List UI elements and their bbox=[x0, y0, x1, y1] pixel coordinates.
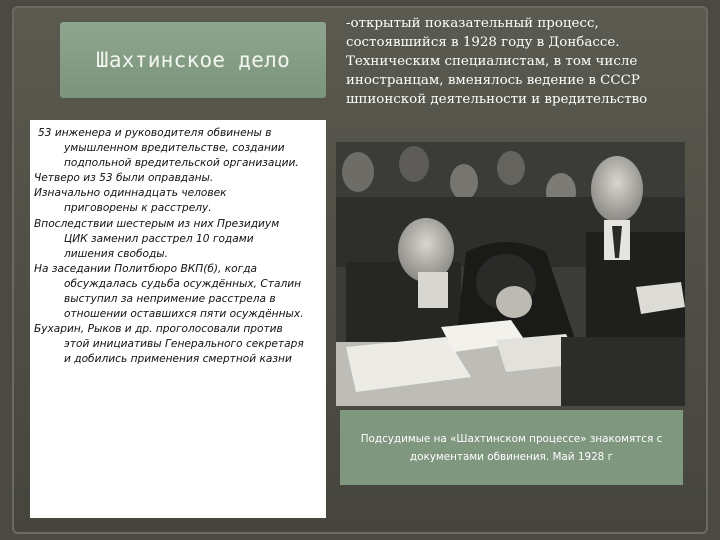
intro-text bbox=[346, 14, 708, 109]
body-line: этой инициативы Генерального секретаря bbox=[64, 338, 304, 351]
body-line: обсуждалась судьба осуждённых, Сталин bbox=[64, 277, 302, 290]
slide-title: Шахтинское дело bbox=[95, 48, 291, 72]
caption-line: документами обвинения. Май 1928 г bbox=[409, 450, 614, 463]
intro-line: иностранцам, вменялось ведение в СССР bbox=[346, 73, 640, 88]
body-line: выступил за непримение расстрела в bbox=[64, 293, 276, 306]
body-line: На заседании Политбюро ВКП(б), когда bbox=[34, 262, 258, 275]
body-line: ЦИК заменил расстрел 10 годами bbox=[64, 232, 254, 245]
body-line: и добились применения смертной казни bbox=[64, 353, 292, 366]
title-box bbox=[60, 22, 326, 98]
body-line: отношении оставшихся пяти осуждённых. bbox=[64, 308, 304, 321]
photo-caption bbox=[340, 410, 683, 485]
body-text-panel bbox=[30, 120, 326, 518]
trial-photo bbox=[336, 142, 685, 406]
body-line: приговорены к расстрелу. bbox=[64, 202, 212, 215]
caption-line: Подсудимые на «Шахтинском процессе» знакомятся с bbox=[360, 432, 663, 445]
body-line: умышленном вредительстве, создании bbox=[64, 142, 285, 155]
intro-line: Техническим специалистам, в том числе bbox=[346, 54, 638, 69]
intro-line: -открытый показательный процесс, bbox=[346, 16, 599, 31]
trial-photo-image bbox=[336, 142, 685, 406]
body-line: Впоследствии шестерым из них Президиум bbox=[34, 217, 280, 230]
body-line: 53 инженера и руководителя обвинены в bbox=[38, 127, 272, 139]
body-line: Четверо из 53 были оправданы. bbox=[34, 172, 214, 185]
body-line: Изначально одиннадцать человек bbox=[34, 187, 227, 200]
body-line: лишения свободы. bbox=[64, 247, 169, 260]
intro-line: состоявшийся в 1928 году в Донбассе. bbox=[346, 35, 620, 50]
body-line: подпольной вредительской организации. bbox=[64, 157, 299, 170]
intro-line: шпионской деятельности и вредительство bbox=[346, 92, 648, 107]
body-line: Бухарин, Рыков и др. проголосовали против bbox=[34, 323, 283, 336]
